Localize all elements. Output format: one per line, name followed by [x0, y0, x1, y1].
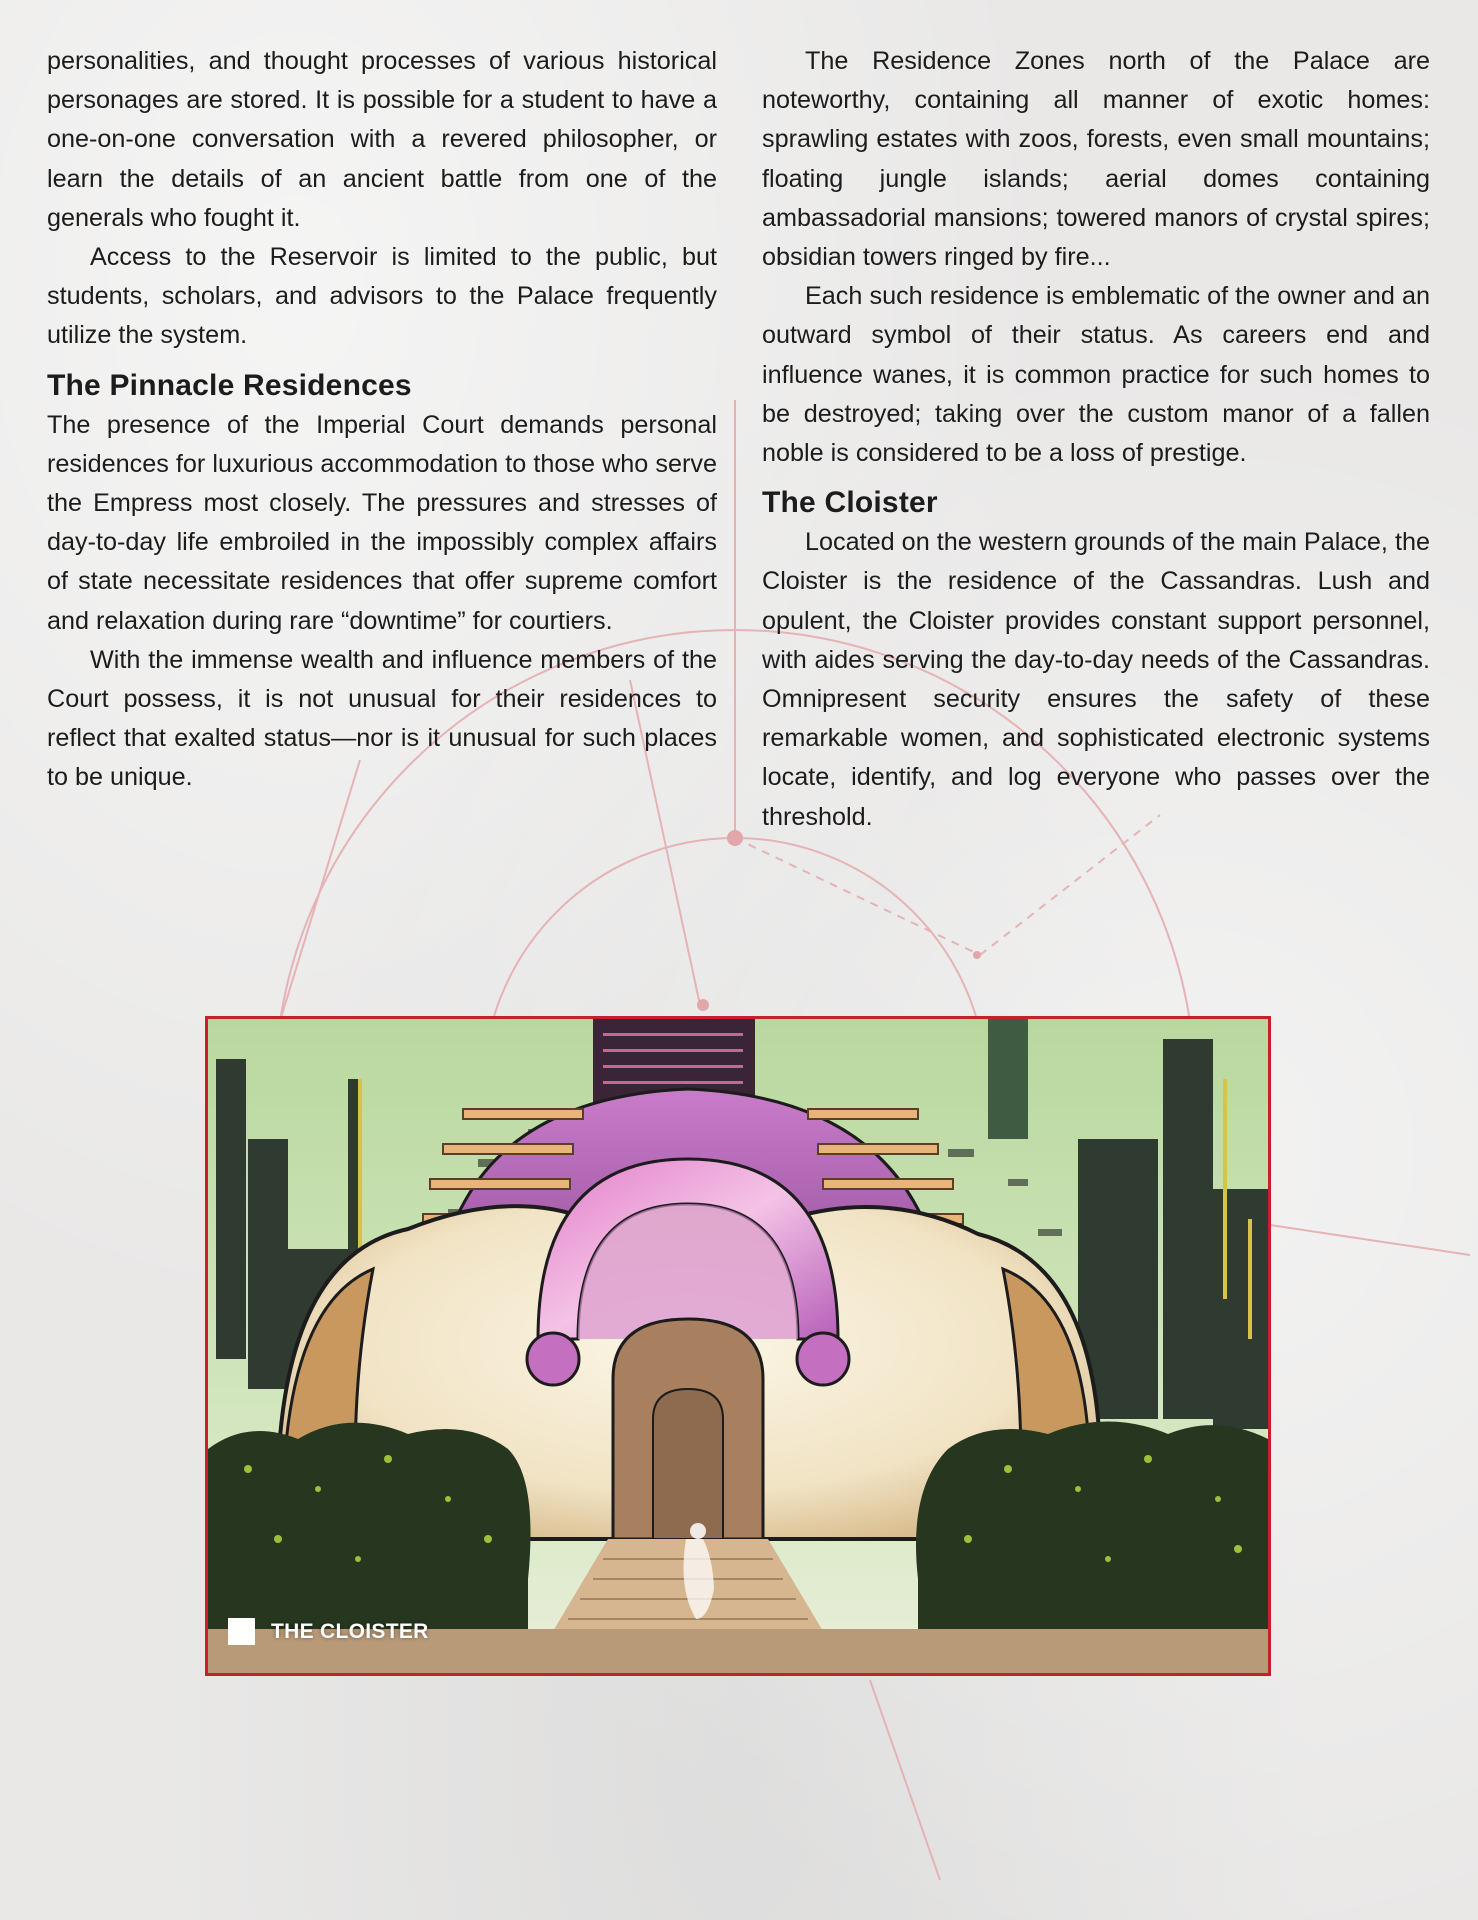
left-paragraph-4: With the immense wealth and influence members of the Court possess, it is not unusual for their residences to reflect that exalted status—nor is it unusual for such places to be unique. [47, 645, 717, 792]
section-heading-the-cloister: The Cloister [762, 486, 938, 520]
caption-text: THE CLOISTER [271, 1619, 429, 1643]
figure-caption [228, 1618, 429, 1645]
right-paragraph-2: Each such residence is emblematic of the owner and an outward symbol of their status. As careers end and influence wanes, it is common practice for such homes to be destroyed; taking over the custom manor of a fallen noble is considered to be a loss of prestige. [762, 282, 1430, 468]
left-paragraph-2: Access to the Reservoir is limited to the public, but students, scholars, and advisors to the Palace frequently utilize the system. [47, 243, 717, 350]
left-text-column [47, 42, 717, 798]
left-paragraph-3: The presence of the Imperial Court demands personal residences for luxurious accommodation to those who serve the Empress most closely. The pressures and stresses of day-to-day life embroiled in the impossibly complex affairs of state necessitate residences that offer supreme comfort and relaxation during rare “downtime” for courtiers. [47, 410, 717, 635]
cloister-illustration [205, 1016, 1271, 1676]
left-paragraph-1: personalities, and thought processes of various historical personages are stored. It is possible for a student to have a one-on-one conversation with a revered philosopher, or learn the details of an ancient battle from one of the generals who fought it. [47, 47, 717, 232]
caption-square-marker [228, 1618, 255, 1645]
section-heading-pinnacle-residences: The Pinnacle Residences [47, 368, 412, 402]
right-paragraph-3: Located on the western grounds of the main Palace, the Cloister is the residence of the Cassandras. Lush and opulent, the Cloister provides constant support personnel, with aides serving the day-to-day needs of the Cassandras. Omnipresent security ensures the safety of these remarkable women, and sophisticated electronic systems locate, identify, and log everyone who passes over the threshold. [762, 528, 1430, 831]
cloister-artwork [208, 1019, 1268, 1673]
right-paragraph-1: The Residence Zones north of the Palace are noteworthy, containing all manner of exotic homes: sprawling estates with zoos, forests, even small mountains; floating jungle islands; aerial domes containing ambassadorial mansions; towered manors of crystal spires; obsidian towers ringed by fire... [762, 47, 1430, 272]
right-text-column [762, 42, 1430, 837]
